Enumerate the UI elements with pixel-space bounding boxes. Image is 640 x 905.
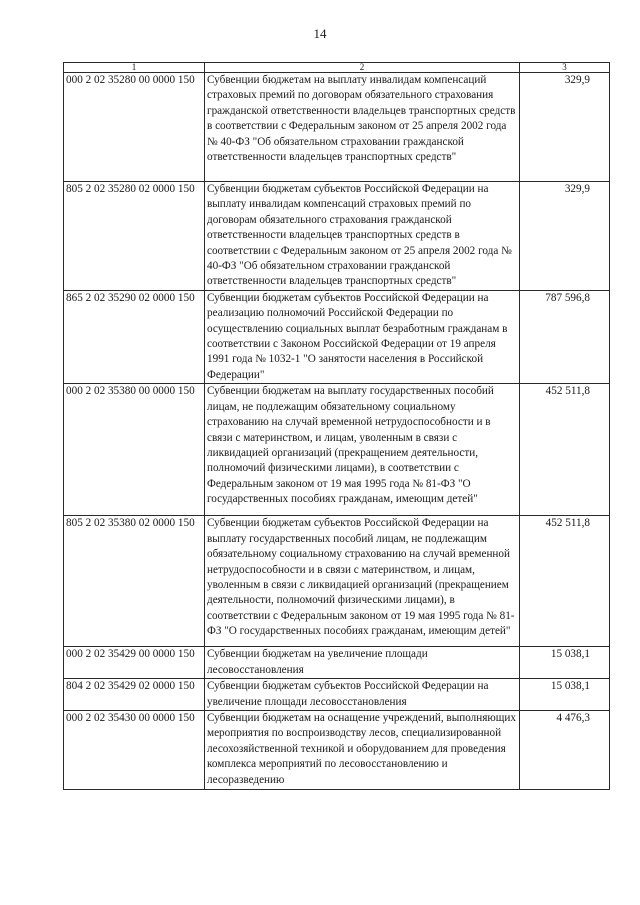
table-row: [64, 710, 610, 789]
header-col-2: 2: [205, 63, 520, 73]
row-description: Субвенции бюджетам субъектов Российской Федерации на выплату инвалидам компенсаций страховых премий по договорам обязательного страхования гражданской ответственности владельцев транспортных средств в соответствии с Федеральным законом от 25 апреля 2002 года № 40-ФЗ "Об обязательном страховании гражданской ответственности владельцев транспортных средств": [205, 182, 520, 291]
table-row: [64, 73, 610, 182]
budget-code: 000 2 02 35380 00 0000 150: [64, 384, 205, 516]
page-number: 14: [313, 26, 327, 41]
header-col-3: 3: [520, 63, 610, 73]
row-amount: 329,9: [520, 73, 610, 182]
row-description: Субвенции бюджетам субъектов Российской Федерации на увеличение площади лесовосстановления: [205, 679, 520, 711]
budget-code: 805 2 02 35280 02 0000 150: [64, 182, 205, 291]
budget-table: [63, 62, 610, 790]
row-amount: 4 476,3: [520, 710, 610, 789]
table-row: [64, 516, 610, 647]
table-row: [64, 384, 610, 516]
row-description: Субвенции бюджетам на выплату государственных пособий лицам, не подлежащим обязательному социальному страхованию на случай временной нетрудоспособности и в связи с материнством, и лицам, уволенным в связи с ликвидацией организаций (прекращением деятельности, полномочий физическими лицами), в соответствии с Федеральным законом от 19 мая 1995 года № 81-ФЗ "О государственных пособиях гражданам, имеющим детей": [205, 384, 520, 516]
row-amount: 15 038,1: [520, 647, 610, 679]
budget-code: 000 2 02 35280 00 0000 150: [64, 73, 205, 182]
table-row: [64, 647, 610, 679]
table-row: [64, 290, 610, 383]
row-description: Субвенции бюджетам на увеличение площади лесовосстановления: [205, 647, 520, 679]
budget-code: 000 2 02 35429 00 0000 150: [64, 647, 205, 679]
row-description: Субвенции бюджетам на выплату инвалидам компенсаций страховых премий по договорам обязательного страхования гражданской ответственности владельцев транспортных средств в соответствии с Федеральным законом от 25 апреля 2002 года № 40-ФЗ "Об обязательном страховании гражданской ответственности владельцев транспортных средств": [205, 73, 520, 182]
budget-code: 804 2 02 35429 02 0000 150: [64, 679, 205, 711]
row-amount: 452 511,8: [520, 516, 610, 647]
row-amount: 329,9: [520, 182, 610, 291]
budget-code: 000 2 02 35430 00 0000 150: [64, 710, 205, 789]
budget-code: 865 2 02 35290 02 0000 150: [64, 290, 205, 383]
row-amount: 452 511,8: [520, 384, 610, 516]
row-description: Субвенции бюджетам субъектов Российской Федерации на реализацию полномочий Российской Федерации по осуществлению социальных выплат безработным гражданам в соответствии с Законом Российской Федерации от 19 апреля 1991 года № 1032-1 "О занятости населения в Российской Федерации": [205, 290, 520, 383]
row-description: Субвенции бюджетам субъектов Российской Федерации на выплату государственных пособий лицам, не подлежащим обязательному социальному страхованию на случай временной нетрудоспособности и в связи с материнством, и лицам, уволенным в связи с ликвидацией организаций (прекращением деятельности, полномочий физическими лицами), в соответствии с Федеральным законом от 19 мая 1995 года № 81-ФЗ "О государственных пособиях гражданам, имеющим детей": [205, 516, 520, 647]
table-row: [64, 182, 610, 291]
row-description: Субвенции бюджетам на оснащение учреждений, выполняющих мероприятия по воспроизводству лесов, специализированной лесохозяйственной техникой и оборудованием для проведения комплекса мероприятий по лесовосстановлению и лесоразведению: [205, 710, 520, 789]
table-header-row: [64, 63, 610, 73]
row-amount: 15 038,1: [520, 679, 610, 711]
row-amount: 787 596,8: [520, 290, 610, 383]
budget-code: 805 2 02 35380 02 0000 150: [64, 516, 205, 647]
table-row: [64, 679, 610, 711]
header-col-1: 1: [64, 63, 205, 73]
